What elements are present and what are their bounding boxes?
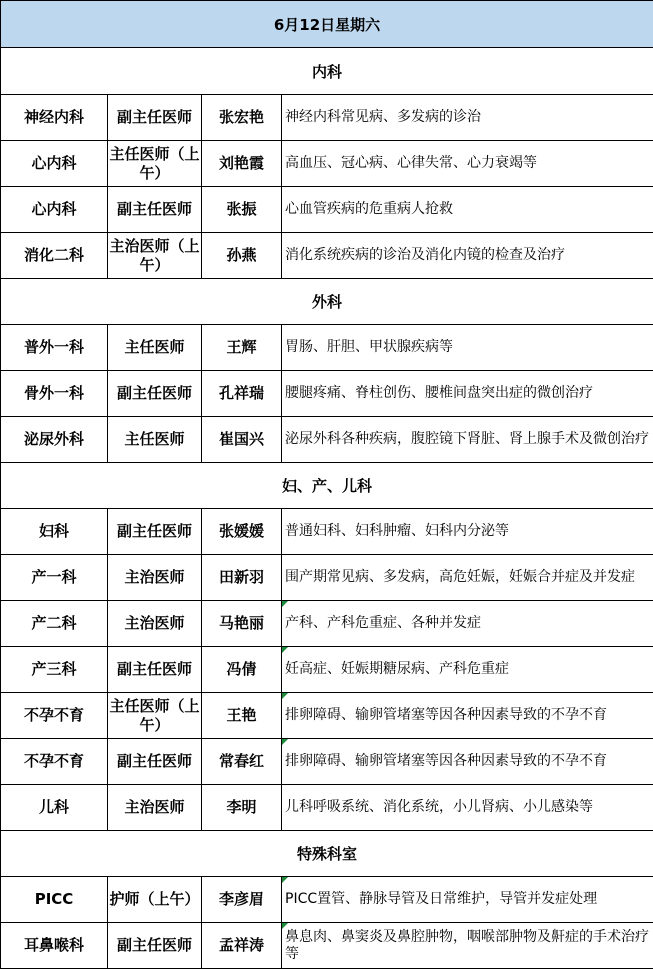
title-cell: 副主任医师: [108, 509, 202, 555]
table-row: [1, 555, 653, 601]
title-cell: 副主任医师: [108, 187, 202, 233]
table-row: [1, 785, 653, 831]
dept-cell: 骨外一科: [1, 371, 108, 417]
table-row: [1, 739, 653, 785]
table-row: [1, 325, 653, 371]
comment-marker-icon: [282, 647, 288, 653]
desc-cell: [282, 739, 653, 785]
title-cell: 主任医师（上午）: [108, 141, 202, 187]
doctor-cell: 李明: [202, 785, 282, 831]
dept-cell: 泌尿外科: [1, 417, 108, 463]
dept-cell: 妇科: [1, 509, 108, 555]
dept-cell: 产一科: [1, 555, 108, 601]
desc-cell: [282, 693, 653, 739]
doctor-cell: 张振: [202, 187, 282, 233]
doctor-cell: 孙燕: [202, 233, 282, 279]
desc-text: 排卵障碍、输卵管堵塞等因各种因素导致的不孕不育: [285, 753, 607, 769]
title-cell: 副主任医师: [108, 923, 202, 969]
date-header-row: [1, 1, 653, 48]
table-row: [1, 417, 653, 463]
desc-cell: [282, 877, 653, 923]
desc-cell: 神经内科常见病、多发病的诊治: [282, 95, 653, 141]
doctor-cell: 田新羽: [202, 555, 282, 601]
title-cell: 副主任医师: [108, 647, 202, 693]
desc-text: PICC置管、静脉导管及日常维护，导管并发症处理: [285, 891, 597, 907]
table-row: [1, 647, 653, 693]
table-row: [1, 141, 653, 187]
table-row: [1, 693, 653, 739]
dept-cell: 不孕不育: [1, 739, 108, 785]
desc-cell: 高血压、冠心病、心律失常、心力衰竭等: [282, 141, 653, 187]
desc-cell: 普通妇科、妇科肿瘤、妇科内分泌等: [282, 509, 653, 555]
desc-cell: 消化系统疾病的诊治及消化内镜的检查及治疗: [282, 233, 653, 279]
title-cell: 主治医师: [108, 601, 202, 647]
doctor-cell: 孟祥涛: [202, 923, 282, 969]
dept-cell: 耳鼻喉科: [1, 923, 108, 969]
desc-cell: [282, 923, 653, 969]
dept-cell: 神经内科: [1, 95, 108, 141]
date-title: 6月12日星期六: [1, 1, 653, 48]
desc-cell: 腰腿疼痛、脊柱创伤、腰椎间盘突出症的微创治疗: [282, 371, 653, 417]
title-cell: 主任医师: [108, 417, 202, 463]
section-row: [1, 831, 653, 877]
desc-cell: 围产期常见病、多发病，高危妊娠，妊娠合并症及并发症: [282, 555, 653, 601]
desc-cell: [282, 601, 653, 647]
section-title: 特殊科室: [1, 831, 653, 877]
comment-marker-icon: [282, 877, 288, 883]
title-cell: 主治医师: [108, 555, 202, 601]
table-row: [1, 923, 653, 969]
doctor-cell: 常春红: [202, 739, 282, 785]
title-cell: 主任医师（上午）: [108, 693, 202, 739]
dept-cell: 产二科: [1, 601, 108, 647]
doctor-cell: 冯倩: [202, 647, 282, 693]
comment-marker-icon: [282, 693, 288, 699]
table-row: [1, 509, 653, 555]
table-row: [1, 95, 653, 141]
section-row: [1, 279, 653, 325]
doctor-cell: 张宏艳: [202, 95, 282, 141]
doctor-cell: 王艳: [202, 693, 282, 739]
desc-text: 鼻息肉、鼻窦炎及鼻腔肿物，咽喉部肿物及鼾症的手术治疗等: [285, 929, 649, 962]
dept-cell: 儿科: [1, 785, 108, 831]
desc-cell: 泌尿外科各种疾病，腹腔镜下肾脏、肾上腺手术及微创治疗: [282, 417, 653, 463]
desc-cell: 胃肠、肝胆、甲状腺疾病等: [282, 325, 653, 371]
desc-text: 妊高症、妊娠期糖尿病、产科危重症: [285, 661, 509, 677]
dept-cell: 消化二科: [1, 233, 108, 279]
title-cell: 主治医师: [108, 785, 202, 831]
comment-marker-icon: [282, 739, 288, 745]
title-cell: 副主任医师: [108, 371, 202, 417]
title-cell: 主治医师（上午）: [108, 233, 202, 279]
table-row: [1, 877, 653, 923]
title-cell: 副主任医师: [108, 95, 202, 141]
section-title: 内科: [1, 48, 653, 95]
table-row: [1, 233, 653, 279]
dept-cell: 普外一科: [1, 325, 108, 371]
section-row: [1, 48, 653, 95]
table-row: [1, 371, 653, 417]
table-row: [1, 187, 653, 233]
doctor-cell: 崔国兴: [202, 417, 282, 463]
desc-cell: 儿科呼吸系统、消化系统，小儿肾病、小儿感染等: [282, 785, 653, 831]
dept-cell: PICC: [1, 877, 108, 923]
title-cell: 副主任医师: [108, 739, 202, 785]
dept-cell: 心内科: [1, 141, 108, 187]
section-row: [1, 463, 653, 509]
desc-cell: [282, 647, 653, 693]
title-cell: 主任医师: [108, 325, 202, 371]
dept-cell: 不孕不育: [1, 693, 108, 739]
comment-marker-icon: [282, 601, 288, 607]
doctor-cell: 王辉: [202, 325, 282, 371]
section-title: 外科: [1, 279, 653, 325]
doctor-cell: 孔祥瑞: [202, 371, 282, 417]
desc-cell: 心血管疾病的危重病人抢救: [282, 187, 653, 233]
desc-text: 排卵障碍、输卵管堵塞等因各种因素导致的不孕不育: [285, 707, 607, 723]
title-cell: 护师（上午）: [108, 877, 202, 923]
doctor-cell: 李彦眉: [202, 877, 282, 923]
dept-cell: 心内科: [1, 187, 108, 233]
doctor-cell: 马艳丽: [202, 601, 282, 647]
doctor-cell: 张媛媛: [202, 509, 282, 555]
doctor-cell: 刘艳霞: [202, 141, 282, 187]
comment-marker-icon: [282, 923, 288, 929]
table-row: [1, 601, 653, 647]
dept-cell: 产三科: [1, 647, 108, 693]
section-title: 妇、产、儿科: [1, 463, 653, 509]
desc-text: 产科、产科危重症、各种并发症: [285, 615, 481, 631]
